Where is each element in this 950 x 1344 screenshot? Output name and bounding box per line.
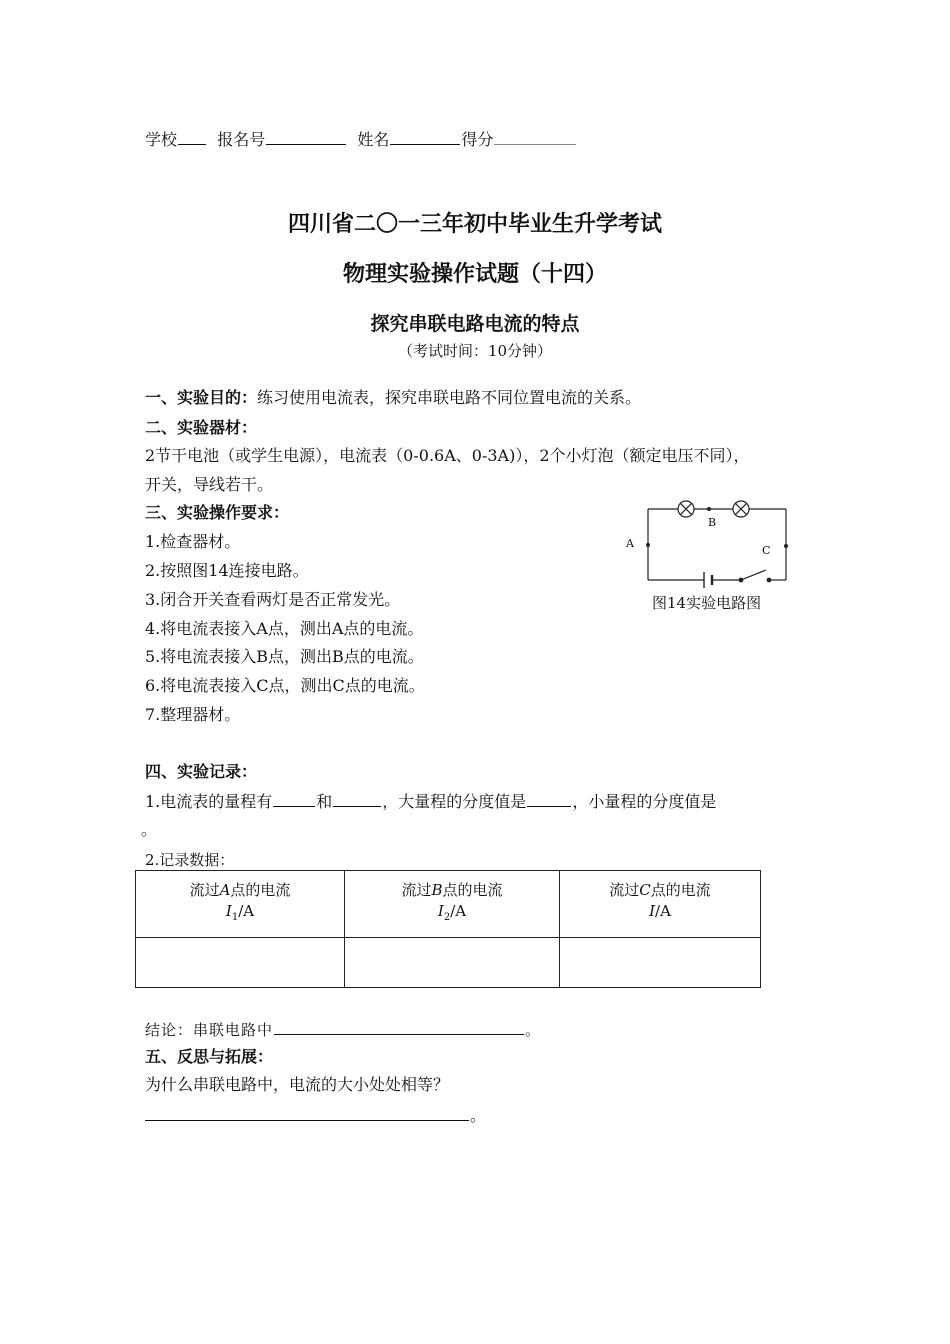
table-header-cell: 流过C点的电流 I/A [560, 871, 761, 938]
purpose-text: 练习使用电流表，探究串联电路不同位置电流的关系。 [257, 388, 642, 407]
reflection-heading: 五、反思与拓展： [145, 1047, 274, 1066]
answer-end: 。 [470, 1106, 487, 1125]
step-item: 7.整理器材。 [145, 705, 241, 724]
step-item: 1.检查器材。 [145, 532, 241, 551]
name-label: 姓名 [357, 130, 390, 149]
exam-title: 四川省二〇一三年初中毕业生升学考试 [287, 212, 662, 237]
answer-blank [274, 1018, 524, 1035]
table-header-row [136, 871, 761, 938]
point-a-label: A [626, 537, 634, 550]
circuit-diagram [615, 495, 805, 590]
exam-time: （考试时间：10分钟） [397, 342, 553, 360]
procedure-heading: 三、实验操作要求： [145, 503, 290, 522]
range-q-part: ，大量程的分度值是 [382, 792, 527, 811]
regno-label: 报名号 [217, 130, 266, 149]
lamp-icon [733, 501, 749, 517]
materials-heading: 二、实验器材： [145, 418, 258, 437]
point-b-dot [707, 507, 711, 511]
score-blank [494, 128, 576, 145]
data-table [135, 870, 761, 988]
answer-blank [273, 790, 315, 807]
purpose-heading: 一、实验目的： [145, 388, 258, 407]
conclusion-label: 结论：串联电路中 [145, 1021, 274, 1039]
table-cell[interactable] [136, 938, 345, 988]
conclusion-line [145, 1018, 540, 1040]
school-label: 学校 [145, 130, 178, 149]
name-blank [390, 128, 460, 145]
section-purpose [145, 388, 641, 408]
regno-blank [266, 128, 346, 145]
record-heading: 四、实验记录： [145, 762, 258, 781]
figure-caption: 图14实验电路图 [652, 594, 762, 612]
conclusion-end: 。 [525, 1021, 541, 1039]
school-blank [178, 128, 206, 145]
experiment-topic: 探究串联电路电流的特点 [370, 313, 580, 335]
table-header-cell: 流过A点的电流 $I_1/A$ [136, 871, 345, 938]
step-item: 4.将电流表接入A点，测出A点的电流。 [145, 619, 424, 638]
lamp-icon [678, 501, 694, 517]
switch-icon [739, 570, 771, 582]
range-question [145, 790, 716, 812]
step-item: 2.按照图14连接电路。 [145, 561, 309, 580]
step-item: 3.闭合开关查看两灯是否正常发光。 [145, 590, 401, 609]
score-label: 得分 [461, 130, 494, 149]
table-cell[interactable] [345, 938, 560, 988]
range-q-part: 1.电流表的量程有 [145, 792, 273, 811]
reflection-answer-line [145, 1104, 486, 1126]
answer-blank [333, 790, 381, 807]
answer-blank [145, 1104, 469, 1121]
materials-line-1: 2节干电池（或学生电源），电流表（0-0.6A、0-3A)），2个小灯泡（额定电压不同）， [145, 446, 750, 465]
header-line [145, 128, 577, 150]
answer-blank [527, 790, 571, 807]
table-cell[interactable] [560, 938, 761, 988]
range-question-end: 。 [141, 820, 158, 839]
point-c-dot [784, 544, 788, 548]
exam-subtitle: 物理实验操作试题（十四） [342, 262, 607, 287]
record-data-label: 2.记录数据： [145, 851, 235, 869]
materials-line-2: 开关，导线若干。 [145, 475, 274, 494]
point-b-label: B [708, 516, 717, 529]
range-q-part: ，小量程的分度值是 [572, 792, 717, 811]
step-item: 5.将电流表接入B点，测出B点的电流。 [145, 647, 424, 666]
reflection-question: 为什么串联电路中，电流的大小处处相等？ [145, 1075, 450, 1094]
table-header-cell: 流过B点的电流 $I_2/A$ [345, 871, 560, 938]
battery-icon [704, 572, 712, 588]
table-row [136, 938, 761, 988]
point-a-dot [646, 543, 650, 547]
step-item: 6.将电流表接入C点，测出C点的电流。 [145, 676, 425, 695]
range-q-part: 和 [316, 792, 333, 811]
point-c-label: C [762, 544, 771, 557]
